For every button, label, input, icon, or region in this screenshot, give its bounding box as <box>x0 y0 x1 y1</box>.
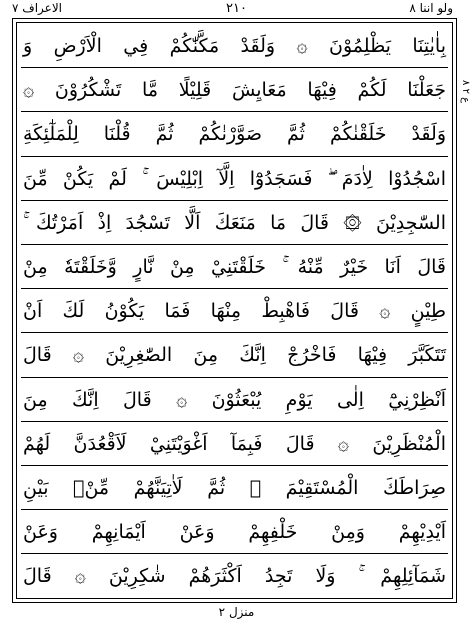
verse-line-text: وَلَقَدْ خَلَقْنٰكُمْ ثُمَّ صَوَّرْنٰكُمْ ثُمَّ قُلْنَا لِلْمَلٰٓئِكَةِ <box>23 123 446 146</box>
verse-line-text: اسْجُدُوْا لِاٰدَمَ ۖ فَسَجَدُوْٓا اِلَّآ اِبْلِيْسَ ۚ لَمْ يَكُنْ مِّنَ <box>23 167 446 190</box>
verse-line-text: تَتَكَبَّرَ فِيْهَا فَاخْرُجْ اِنَّكَ مِنَ الصّٰغِرِيْنَ ۞ قَالَ <box>23 344 446 367</box>
page-header <box>0 0 473 18</box>
verse-line <box>21 554 448 598</box>
ruku-marker: ع ٢ ٨ <box>460 80 471 104</box>
verse-line-text: اَيْدِيْهِمْ وَمِنْ خَلْفِهِمْ وَعَنْ اَيْمَانِهِمْ وَعَنْ <box>23 521 446 544</box>
verse-line <box>21 422 448 466</box>
verse-line-text: بِاٰيٰتِنَا يَظْلِمُوْنَ ۞ وَلَقَدْ مَكَّنّٰكُمْ فِي الْاَرْضِ وَ <box>23 35 446 57</box>
verse-line <box>21 24 448 68</box>
verse-line-text: اَنْظِرْنِيْٓ اِلٰى يَوْمِ يُبْعَثُوْنَ ۞ قَالَ اِنَّكَ مِنَ <box>23 388 446 411</box>
verse-line <box>21 289 448 333</box>
verse-line <box>21 510 448 554</box>
verse-line-text: قَالَ اَنَا خَيْرٌ مِّنْهُ ۚ خَلَقْتَنِيْ مِنْ نَّارٍ وَّخَلَقْتَهٗ مِنْ <box>23 256 446 278</box>
verse-line <box>21 378 448 422</box>
verse-line-text: جَعَلْنَا لَكُمْ فِيْهَا مَعَايِشَ قَلِيْلًا مَّا تَشْكُرُوْنَ ۞ <box>23 79 446 102</box>
page-number: ٢١٠ <box>226 1 247 16</box>
verse-line-text: طِيْنٍ ۞ قَالَ فَاهْبِطْ مِنْهَا فَمَا يَكُوْنُ لَكَ اَنْ <box>23 300 446 323</box>
verse-line-text: شَمَآئِلِهِمْ ۚ وَلَا تَجِدُ اَكْثَرَهُمْ شٰكِرِيْنَ ۞ قَالَ <box>23 565 446 588</box>
verse-line <box>21 157 448 201</box>
verse-line-text: الْمُنْظَرِيْنَ ۞ قَالَ فَبِمَآ اَغْوَيْتَنِيْ لَاَقْعُدَنَّ لَهُمْ <box>23 432 446 455</box>
verse-line <box>21 245 448 289</box>
verse-lines <box>21 24 448 597</box>
text-frame <box>12 18 457 603</box>
verse-line <box>21 466 448 510</box>
verse-line <box>21 112 448 156</box>
manzil-footer: منزل ٢ <box>218 605 255 619</box>
verse-line-text: السّٰجِدِيْنَ ۞ قَالَ مَا مَنَعَكَ اَلَّا تَسْجُدَ اِذْ اَمَرْتُكَ ۚ <box>23 211 446 234</box>
surah-name: الاعراف ٧ <box>12 1 62 15</box>
verse-line <box>21 333 448 377</box>
juz-name: ولو اننا ٨ <box>409 1 453 15</box>
verse-line-text: صِرَاطَكَ الْمُسْتَقِيْمَ ۞ ثُمَّ لَاٰتِيَنَّهُمْ مِّنْۢ بَيْنِ <box>23 477 446 499</box>
verse-line <box>21 68 448 112</box>
verse-line <box>21 201 448 245</box>
